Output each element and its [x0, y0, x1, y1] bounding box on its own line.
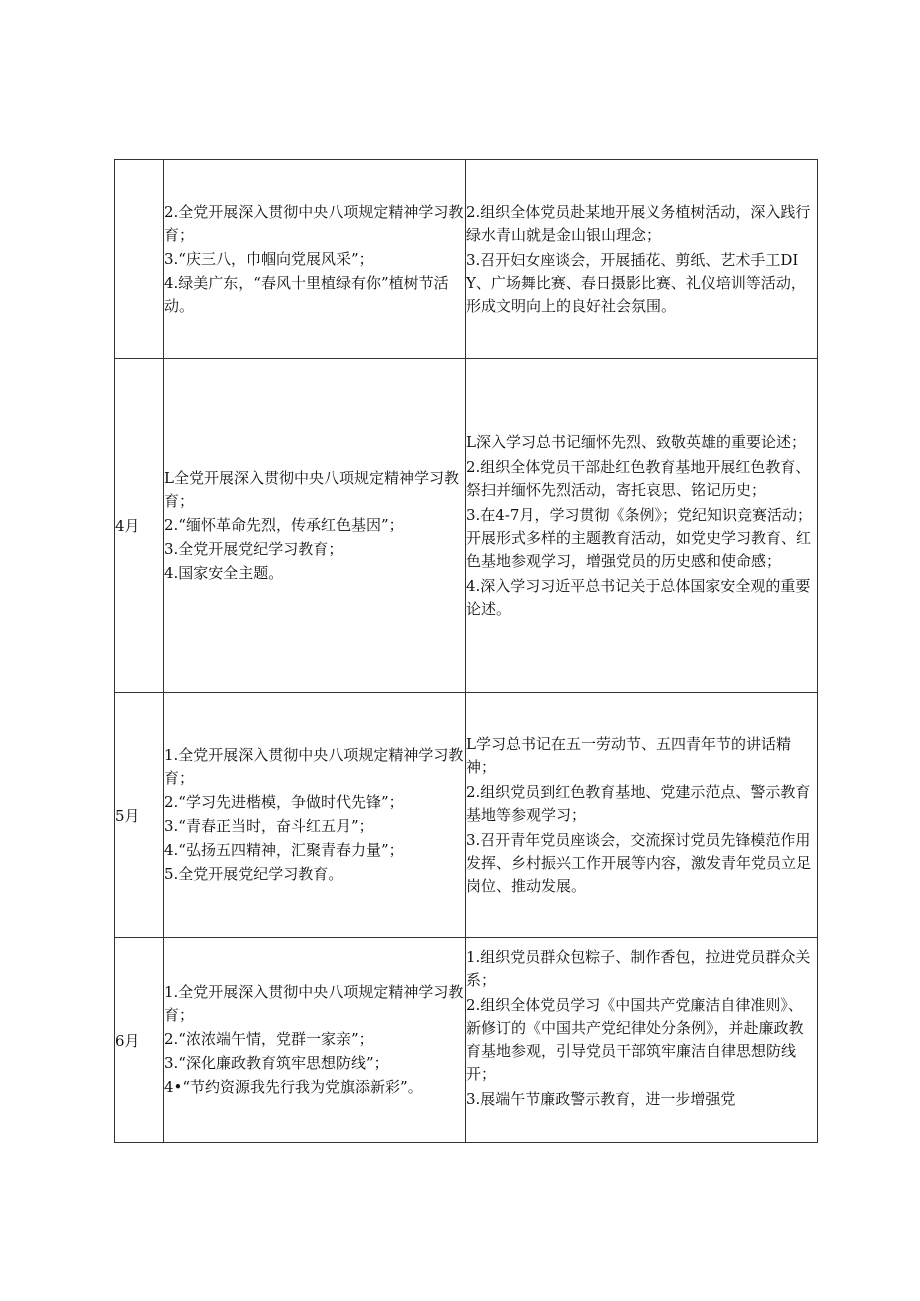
- activity-item: 3.召开妇女座谈会，开展插花、剪纸、艺术手工DIY、广场舞比赛、春日摄影比赛、礼仪培训等活动，形成文明向上的良好社会氛围。: [466, 250, 806, 315]
- theme-item: 3.“青春正当时，奋斗红五月”；: [164, 817, 374, 835]
- table-row: [115, 693, 818, 938]
- theme-item: L全党开展深入贯彻中央八项规定精神学习教育；: [164, 468, 459, 510]
- theme-cell: [164, 938, 466, 1143]
- theme-cell: [164, 359, 466, 693]
- theme-cell: [164, 160, 466, 359]
- month-cell: 5月: [115, 693, 164, 938]
- activity-item: 2.组织党员到红色教育基地、党建示范点、警示教育基地等参观学习；: [466, 782, 811, 824]
- theme-item: 2.“学习先进楷模，争做时代先锋”；: [164, 793, 404, 811]
- theme-item: 1.全党开展深入贯彻中央八项规定精神学习教育；: [164, 746, 464, 787]
- activity-item: 3.在4-7月，学习贯彻《条例》；党纪知识竞赛活动；开展形式多样的主题教育活动，如党史学习教育、红色基地参观学习，增强党员的历史感和使命感；: [466, 505, 812, 570]
- table-row: [115, 359, 818, 693]
- theme-item: 2.“浓浓端午情，党群一家亲”；: [164, 1030, 374, 1048]
- theme-item: 1.全党开展深入贯彻中央八项规定精神学习教育；: [164, 983, 464, 1024]
- month-cell: 4月: [115, 359, 164, 693]
- activity-cell: [466, 938, 818, 1143]
- theme-item: 3.“深化廉政教育筑牢思想防线”；: [164, 1054, 389, 1072]
- table-row: [115, 938, 818, 1143]
- activity-item: 3.召开青年党员座谈会，交流探讨党员先锋模范作用发挥、乡村振兴工作开展等内容，激发青年党员立足岗位、推动发展。: [466, 830, 812, 895]
- activity-item: 1.组织党员群众包粽子、制作香包，拉进党员群众关系；: [466, 948, 811, 989]
- activity-cell: [466, 693, 818, 938]
- theme-item: 4.国家安全主题。: [164, 563, 284, 582]
- month-cell: [115, 160, 164, 359]
- theme-item: 4.绿美广东，“春风十里植绿有你”植树节活动。: [164, 273, 449, 315]
- activity-item: 3.展端午节廉政警示教育，进一步增强党: [466, 1090, 736, 1108]
- theme-item: 4•“节约资源我先行我为党旗添新彩”。: [164, 1078, 423, 1096]
- activity-item: L深入学习总书记缅怀先烈、致敬英雄的重要论述；: [466, 432, 806, 451]
- theme-cell: [164, 693, 466, 938]
- month-cell: 6月: [115, 938, 164, 1143]
- activity-item: 2.组织全体党员赴某地开展义务植树活动，深入践行绿水青山就是金山银山理念；: [466, 202, 811, 244]
- theme-item: 4.“弘扬五四精神，汇聚青春力量”；: [164, 841, 404, 859]
- theme-item: 2.全党开展深入贯彻中央八项规定精神学习教育；: [164, 202, 464, 244]
- activity-item: 2.组织全体党员学习《中国共产党廉洁自律准则》、新修订的《中国共产党纪律处分条例》，并赴廉政教育基地参观，引导党员干部筑牢廉洁自律思想防线开；: [466, 996, 804, 1083]
- activity-item: L学习总书记在五一劳动节、五四青年节的讲话精神；: [466, 734, 791, 776]
- activity-item: 4.深入学习习近平总书记关于总体国家安全观的重要论述。: [466, 576, 811, 618]
- activity-item: 2.组织全体党员干部赴红色教育基地开展红色教育、祭扫并缅怀先烈活动，寄托哀思、铭记历史；: [466, 457, 811, 499]
- theme-item: 3.全党开展党纪学习教育；: [164, 539, 344, 558]
- activity-cell: [466, 359, 818, 693]
- theme-item: 3.“庆三八，巾帼向党展风采”；: [164, 249, 374, 268]
- activity-cell: [466, 160, 818, 359]
- theme-item: 5.全党开展党纪学习教育。: [164, 865, 344, 883]
- theme-item: 2.“缅怀革命先烈，传承红色基因”；: [164, 515, 404, 534]
- table-row: [115, 160, 818, 359]
- monthly-plan-table: [114, 159, 818, 1143]
